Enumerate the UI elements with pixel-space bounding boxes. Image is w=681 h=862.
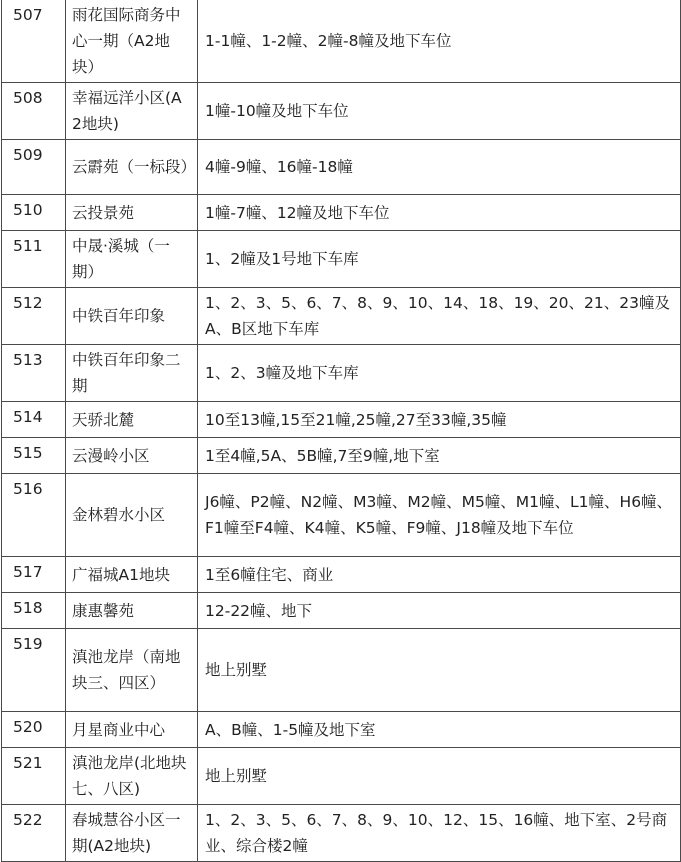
building-list: 12-22幢、地下 [198, 593, 681, 629]
project-name: 云投景苑 [66, 195, 198, 231]
building-list: 1、2、3幢及地下车库 [198, 345, 681, 402]
row-number: 518 [2, 593, 66, 629]
row-number: 517 [2, 557, 66, 593]
row-number: 519 [2, 629, 66, 712]
table-row [2, 195, 681, 231]
table-row [2, 402, 681, 438]
row-number: 507 [2, 0, 66, 83]
building-list: 地上别墅 [198, 748, 681, 805]
project-name: 雨花国际商务中心一期（A2地块） [66, 0, 198, 83]
row-number: 521 [2, 748, 66, 805]
project-name: 广福城A1地块 [66, 557, 198, 593]
project-name: 中铁百年印象二期 [66, 345, 198, 402]
row-number: 508 [2, 83, 66, 140]
table-row [2, 593, 681, 629]
table-row [2, 345, 681, 402]
row-number: 512 [2, 288, 66, 345]
row-number: 522 [2, 805, 66, 862]
row-number: 509 [2, 140, 66, 195]
row-number: 516 [2, 474, 66, 557]
project-name: 中晟·溪城（一期） [66, 231, 198, 288]
project-name: 滇池龙岸（南地块三、四区） [66, 629, 198, 712]
project-name: 金林碧水小区 [66, 474, 198, 557]
row-number: 514 [2, 402, 66, 438]
building-list: 1、2、3、5、6、7、8、9、10、12、15、16幢、地下室、2号商业、综合楼2幢 [198, 805, 681, 862]
project-table [1, 0, 681, 862]
row-number: 513 [2, 345, 66, 402]
project-name: 春城慧谷小区一期(A2地块) [66, 805, 198, 862]
table-row [2, 83, 681, 140]
project-name: 滇池龙岸(北地块七、八区) [66, 748, 198, 805]
table-row [2, 629, 681, 712]
building-list: 1-1幢、1-2幢、2幢-8幢及地下车位 [198, 0, 681, 83]
building-list: 10至13幢,15至21幢,25幢,27至33幢,35幢 [198, 402, 681, 438]
building-list: 1至4幢,5A、5B幢,7至9幢,地下室 [198, 438, 681, 474]
building-list: 地上别墅 [198, 629, 681, 712]
row-number: 520 [2, 712, 66, 748]
table-row [2, 0, 681, 83]
building-list: 4幢-9幢、16幢-18幢 [198, 140, 681, 195]
building-list: 1、2、3、5、6、7、8、9、10、14、18、19、20、21、23幢及A、B区地下车库 [198, 288, 681, 345]
project-name: 天骄北麓 [66, 402, 198, 438]
project-name: 云漫岭小区 [66, 438, 198, 474]
table-row [2, 140, 681, 195]
table-row [2, 474, 681, 557]
row-number: 510 [2, 195, 66, 231]
row-number: 515 [2, 438, 66, 474]
table-row [2, 712, 681, 748]
building-list: A、B幢、1-5幢及地下室 [198, 712, 681, 748]
project-name: 幸福远洋小区(A2地块) [66, 83, 198, 140]
building-list: 1幢-7幢、12幢及地下车位 [198, 195, 681, 231]
row-number: 511 [2, 231, 66, 288]
table-row [2, 438, 681, 474]
table-row [2, 748, 681, 805]
table-row [2, 805, 681, 862]
building-list: 1至6幢住宅、商业 [198, 557, 681, 593]
building-list: 1幢-10幢及地下车位 [198, 83, 681, 140]
project-name: 中铁百年印象 [66, 288, 198, 345]
project-name: 月星商业中心 [66, 712, 198, 748]
building-list: 1、2幢及1号地下车库 [198, 231, 681, 288]
project-name: 康惠馨苑 [66, 593, 198, 629]
project-name: 云霨苑（一标段） [66, 140, 198, 195]
table-row [2, 231, 681, 288]
building-list: J6幢、P2幢、N2幢、M3幢、M2幢、M5幢、M1幢、L1幢、H6幢、F1幢至F4幢、K4幢、K5幢、F9幢、J18幢及地下车位 [198, 474, 681, 557]
table-row [2, 557, 681, 593]
table-row [2, 288, 681, 345]
